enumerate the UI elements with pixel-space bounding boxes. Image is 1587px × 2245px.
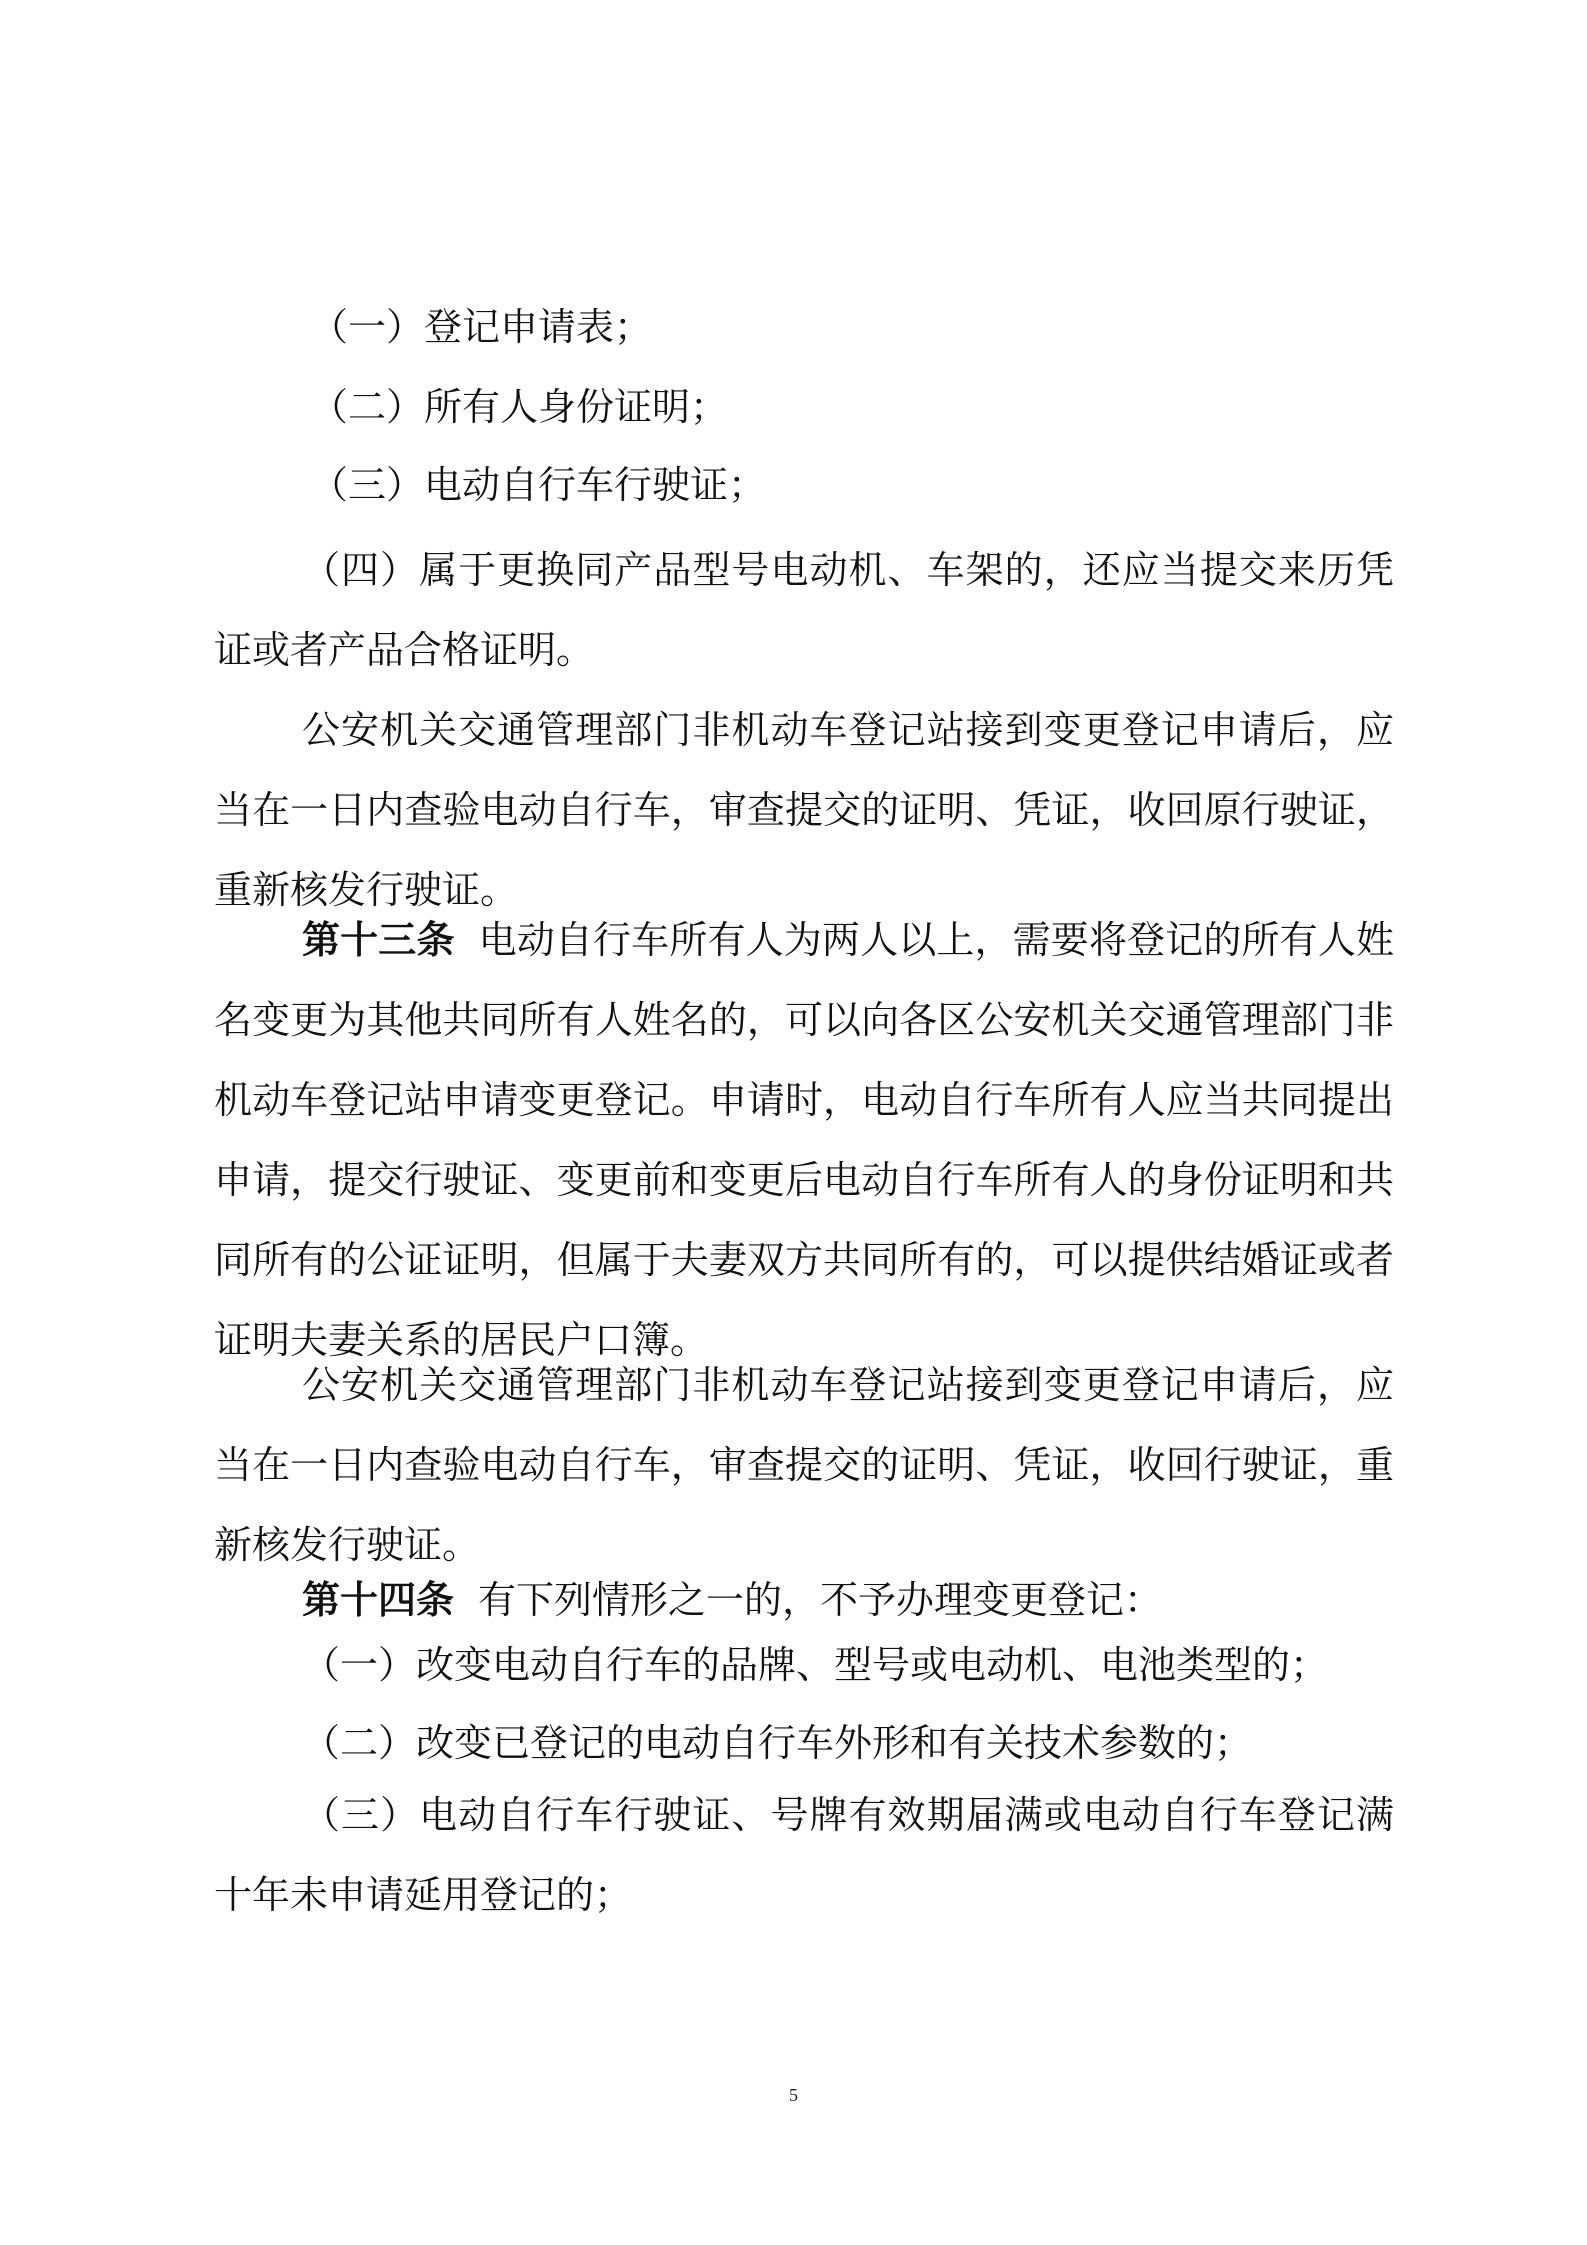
condition-item-3: （三）电动自行车行驶证、号牌有效期届满或电动自行车登记满十年未申请延用登记的；	[214, 1793, 1394, 1917]
paragraph-1: 公安机关交通管理部门非机动车登记站接到变更登记申请后，应当在一日内查验电动自行车，审查提交的证明、凭证，收回原行驶证，重新核发行驶证。	[214, 708, 1394, 912]
condition-item-2: （二）改变已登记的电动自行车外形和有关技术参数的；	[302, 1721, 1253, 1765]
list-item-1: （一）登记申请表；	[310, 305, 653, 349]
article-13	[214, 900, 1394, 1380]
list-item-2: （二）所有人身份证明；	[310, 385, 729, 429]
condition-item-1: （一）改变电动自行车的品牌、型号或电动机、电池类型的；	[302, 1643, 1329, 1687]
article-14-text: 有下列情形之一的，不予办理变更登记：	[478, 1578, 1163, 1622]
article-14-title: 第十四条	[302, 1578, 455, 1622]
list-item-3: （三）电动自行车行驶证；	[310, 463, 767, 507]
page-number: 5	[789, 2085, 798, 2105]
article-13-title: 第十三条	[302, 918, 455, 962]
article-13-text: 电动自行车所有人为两人以上，需要将登记的所有人姓名变更为其他共同所有人姓名的，可以向各区公安机关交通管理部门非机动车登记站申请变更登记。申请时，电动自行车所有人应当共同提出申请，提交行驶证、变更前和变更后电动自行车所有人的身份证明和共同所有的公证证明，但属于夫妻双方共同所有的，可以提供结婚证或者证明夫妻关系的居民户口簿。	[214, 918, 1394, 1362]
paragraph-3: 公安机关交通管理部门非机动车登记站接到变更登记申请后，应当在一日内查验电动自行车，审查提交的证明、凭证，收回行驶证，重新核发行驶证。	[214, 1363, 1394, 1567]
list-item-4: （四）属于更换同产品型号电动机、车架的，还应当提交来历凭证或者产品合格证明。	[214, 548, 1394, 672]
article-14	[214, 1560, 1394, 1640]
